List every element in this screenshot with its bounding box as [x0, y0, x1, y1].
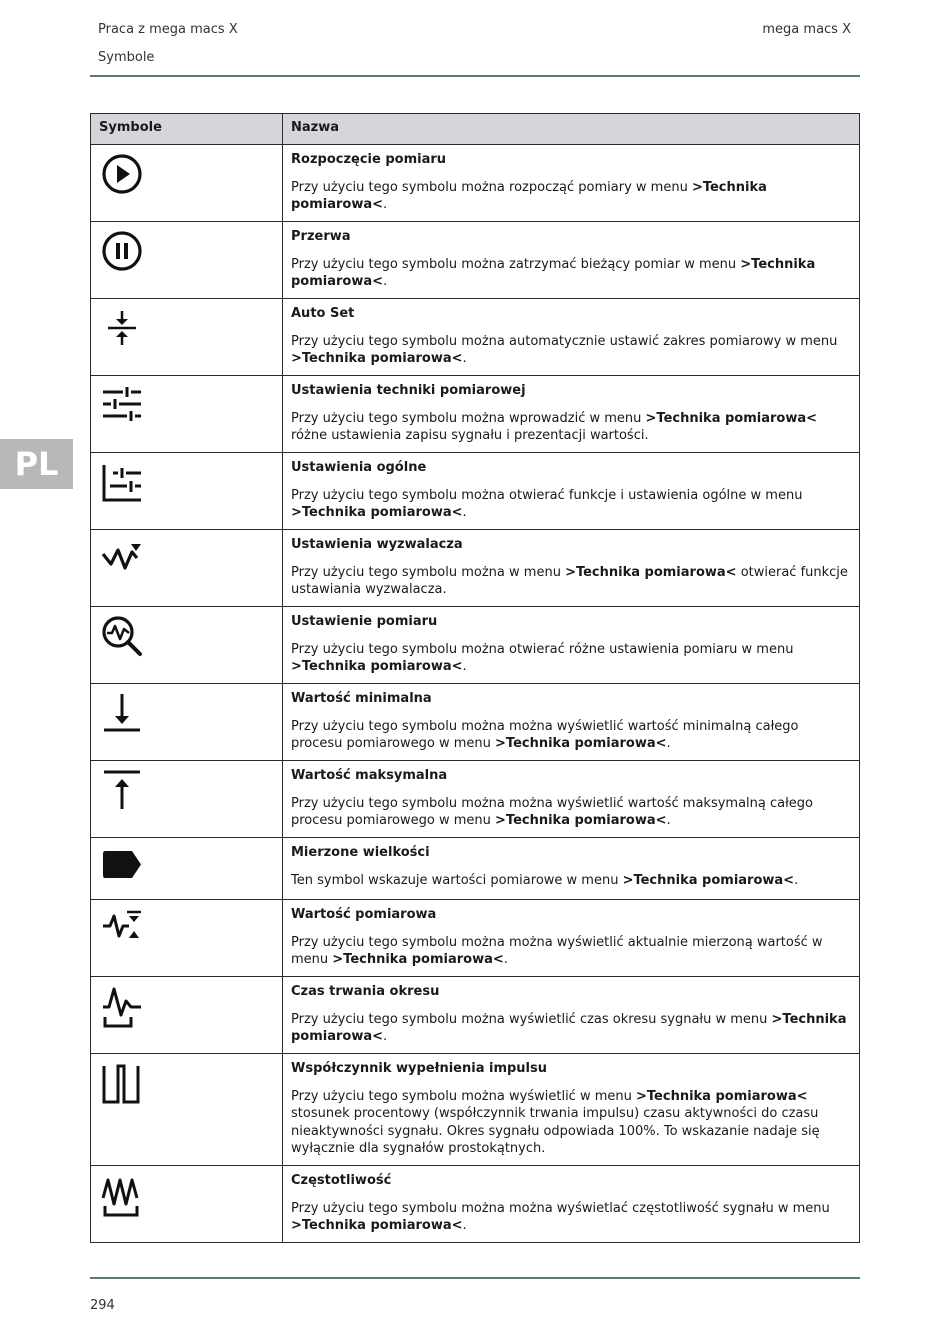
- menu-reference: >Technika pomiarowa<: [332, 952, 504, 967]
- entry-description: Przy użyciu tego symbolu można wyświetlić czas okresu sygnału w menu >Technika pomiarowa<.: [291, 1011, 847, 1044]
- header-divider: [90, 75, 860, 77]
- auto-set-icon: [101, 307, 143, 349]
- chapter-title: Praca z mega macs X: [98, 22, 238, 37]
- section-title: Symbole: [98, 50, 155, 65]
- menu-reference: >Technika pomiarowa<: [495, 736, 667, 751]
- language-tab: PL: [0, 439, 73, 489]
- general-settings-icon: [101, 461, 143, 503]
- entry-title: Współczynnik wypełnienia impulsu: [291, 1061, 548, 1076]
- entry-description: Przy użyciu tego symbolu można w menu >Technika pomiarowa< otwierać funkcje ustawiania wyzwalacza.: [291, 564, 848, 597]
- entry-title: Czas trwania okresu: [291, 984, 440, 999]
- column-header-name: Nazwa: [283, 114, 860, 145]
- entry-title: Ustawienia techniki pomiarowej: [291, 383, 526, 398]
- entry-description: Przy użyciu tego symbolu można można wyświetlić wartość maksymalną całego procesu pomiarowego w menu >Technika pomiarowa<.: [291, 795, 814, 828]
- table-row: [91, 607, 860, 684]
- entry-title: Ustawienia ogólne: [291, 460, 427, 475]
- entry-description: Przy użyciu tego symbolu można rozpocząć pomiary w menu >Technika pomiarowa<.: [291, 179, 767, 212]
- entry-description: Przy użyciu tego symbolu można zatrzymać bieżący pomiar w menu >Technika pomiarowa<.: [291, 256, 816, 289]
- table-row: [91, 530, 860, 607]
- table-header-row: [91, 114, 860, 145]
- menu-reference: >Technika pomiarowa<: [645, 410, 818, 426]
- measurement-magnifier-icon: [101, 615, 143, 657]
- entry-description: Przy użyciu tego symbolu można automatycznie ustawić zakres pomiarowy w menu >Technika pomiarowa<.: [291, 333, 838, 366]
- menu-reference: >Technika pomiarowa<: [291, 351, 463, 366]
- maximum-value-icon: [101, 769, 143, 811]
- footer-divider: [90, 1277, 860, 1279]
- entry-description: Przy użyciu tego symbolu można można wyświetlać częstotliwość sygnału w menu >Technika pomiarowa<.: [291, 1200, 830, 1233]
- entry-title: Auto Set: [291, 306, 355, 321]
- entry-title: Ustawienia wyzwalacza: [291, 537, 463, 552]
- table-row: [91, 684, 860, 761]
- duty-cycle-icon: [101, 1062, 143, 1106]
- menu-reference: >Technika pomiarowa<: [291, 1218, 463, 1233]
- menu-reference: >Technika pomiarowa<: [495, 813, 667, 828]
- table-row: [91, 900, 860, 977]
- menu-reference: >Technika pomiarowa<: [565, 564, 737, 580]
- entry-title: Mierzone wielkości: [291, 845, 430, 860]
- table-row: [91, 453, 860, 530]
- entry-title: Wartość pomiarowa: [291, 907, 437, 922]
- frequency-icon: [101, 1174, 143, 1218]
- running-header-left: [98, 22, 238, 65]
- sliders-icon: [101, 384, 143, 426]
- entry-title: Częstotliwość: [291, 1173, 392, 1188]
- menu-reference: >Technika pomiarowa<: [291, 256, 816, 289]
- page-number: 294: [90, 1298, 115, 1313]
- period-duration-icon: [101, 985, 143, 1029]
- entry-title: Wartość minimalna: [291, 691, 432, 706]
- column-header-symbol: Symbole: [91, 114, 283, 145]
- menu-reference: >Technika pomiarowa<: [622, 872, 795, 888]
- table-row: [91, 222, 860, 299]
- entry-title: Przerwa: [291, 229, 351, 244]
- entry-description: Przy użyciu tego symbolu można otwierać funkcje i ustawienia ogólne w menu >Technika pomiarowa<.: [291, 487, 803, 520]
- entry-description: Przy użyciu tego symbolu można można wyświetlić aktualnie mierzoną wartość w menu >Technika pomiarowa<.: [291, 934, 823, 967]
- entry-title: Wartość maksymalna: [291, 768, 448, 783]
- table-row: [91, 838, 860, 900]
- table-row: [91, 1054, 860, 1166]
- measured-value-icon: [101, 908, 143, 950]
- symbols-table: [90, 113, 860, 1243]
- entry-description: Przy użyciu tego symbolu można wprowadzić w menu >Technika pomiarowa< różne ustawienia zapisu sygnału i prezentacji wartości.: [291, 410, 818, 443]
- play-circle-icon: [101, 153, 143, 195]
- entry-description: Przy użyciu tego symbolu można można wyświetlić wartość minimalną całego procesu pomiarowego w menu >Technika pomiarowa<.: [291, 718, 799, 751]
- menu-reference: >Technika pomiarowa<: [291, 179, 767, 212]
- menu-reference: >Technika pomiarowa<: [291, 659, 463, 674]
- minimum-value-icon: [101, 692, 143, 734]
- measured-quantities-tag-icon: [101, 846, 143, 882]
- table-row: [91, 1166, 860, 1243]
- menu-reference: >Technika pomiarowa<: [636, 1088, 808, 1104]
- table-row: [91, 145, 860, 222]
- table-row: [91, 299, 860, 376]
- table-row: [91, 977, 860, 1054]
- entry-title: Rozpoczęcie pomiaru: [291, 152, 447, 167]
- table-row: [91, 376, 860, 453]
- menu-reference: >Technika pomiarowa<: [291, 505, 463, 520]
- pause-circle-icon: [101, 230, 143, 272]
- entry-description: Ten symbol wskazuje wartości pomiarowe w menu >Technika pomiarowa<.: [291, 872, 799, 888]
- product-title: mega macs X: [762, 22, 851, 37]
- entry-description: Przy użyciu tego symbolu można otwierać różne ustawienia pomiaru w menu >Technika pomiarowa<.: [291, 641, 794, 674]
- menu-reference: >Technika pomiarowa<: [291, 1011, 847, 1044]
- trigger-icon: [101, 538, 143, 580]
- table-row: [91, 761, 860, 838]
- entry-description: Przy użyciu tego symbolu można wyświetlić w menu >Technika pomiarowa< stosunek procentowy (współczynnik trwania impulsu) czasu aktywności do czasu nieaktywności sygnału. Okres sygnału odpowiada 100%. To wskazanie nadaje się wyłącznie dla sygnałów prostokątnych.: [291, 1088, 820, 1156]
- entry-title: Ustawienie pomiaru: [291, 614, 438, 629]
